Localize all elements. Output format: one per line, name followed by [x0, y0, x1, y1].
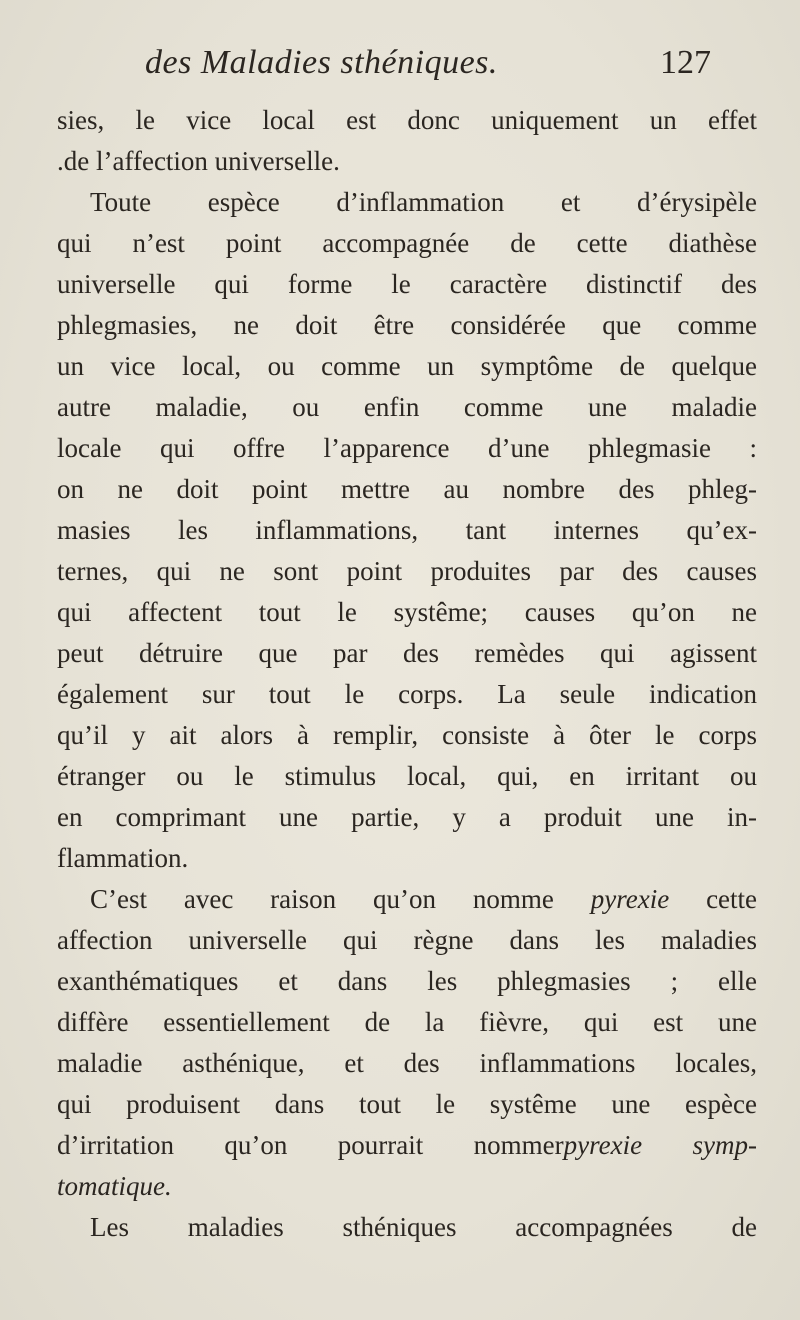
text-line: qui affectent tout le systême; causes qu’on ne	[57, 597, 757, 627]
text-line: on ne doit point mettre au nombre des phleg-	[57, 474, 757, 504]
body-text	[57, 100, 757, 1248]
text-line: également sur tout le corps. La seule indication	[57, 679, 757, 709]
text-line: autre maladie, ou enfin comme une maladie	[57, 392, 757, 422]
emphasis-term: pyrexie	[590, 884, 670, 914]
page-number: 127	[660, 44, 711, 81]
text-line: étranger ou le stimulus local, qui, en irritant ou	[57, 761, 757, 791]
paragraph-start-line	[57, 879, 757, 920]
text-segment: cette	[706, 884, 758, 914]
text-line	[57, 1125, 757, 1166]
text-segment: d’irritation qu’on pourrait nommer	[57, 1130, 564, 1160]
paragraph-start-line: Les maladies sthéniques accompagnées de	[90, 1212, 757, 1242]
text-line: masies les inflammations, tant internes qu’ex-	[57, 515, 757, 545]
text-line: flammation.	[57, 843, 189, 873]
text-line: en comprimant une partie, y a produit une in-	[57, 802, 757, 832]
text-line: peut détruire que par des remèdes qui agissent	[57, 638, 757, 668]
text-line: maladie asthénique, et des inflammations locales,	[57, 1048, 757, 1078]
text-line: affection universelle qui règne dans les maladies	[57, 925, 757, 955]
text-line: sies, le vice local est donc uniquement un effet	[57, 105, 757, 135]
text-line: qu’il y ait alors à remplir, consiste à ôter le corps	[57, 720, 757, 750]
text-line: .de l’affection universelle.	[57, 146, 340, 176]
text-line: qui n’est point accompagnée de cette diathèse	[57, 228, 757, 258]
paragraph-start-line: Toute espèce d’inflammation et d’érysipèle	[90, 187, 757, 217]
text-segment: C’est avec raison qu’on nomme	[90, 884, 554, 914]
text-line: universelle qui forme le caractère distinctif des	[57, 269, 757, 299]
text-line: phlegmasies, ne doit être considérée que comme	[57, 310, 757, 340]
emphasis-term: tomatique.	[57, 1171, 172, 1201]
text-line: ternes, qui ne sont point produites par des causes	[57, 556, 757, 586]
text-line: un vice local, ou comme un symptôme de quelque	[57, 351, 757, 381]
emphasis-term: pyrexie symp-	[563, 1130, 757, 1160]
text-line: locale qui offre l’apparence d’une phlegmasie :	[57, 433, 757, 463]
text-line: qui produisent dans tout le systême une espèce	[57, 1089, 757, 1119]
text-line: diffère essentiellement de la fièvre, qui est une	[57, 1007, 757, 1037]
running-head	[0, 44, 800, 94]
text-line: exanthématiques et dans les phlegmasies ; elle	[57, 966, 757, 996]
text-line	[57, 1166, 757, 1207]
running-title: des Maladies sthéniques.	[145, 44, 498, 81]
